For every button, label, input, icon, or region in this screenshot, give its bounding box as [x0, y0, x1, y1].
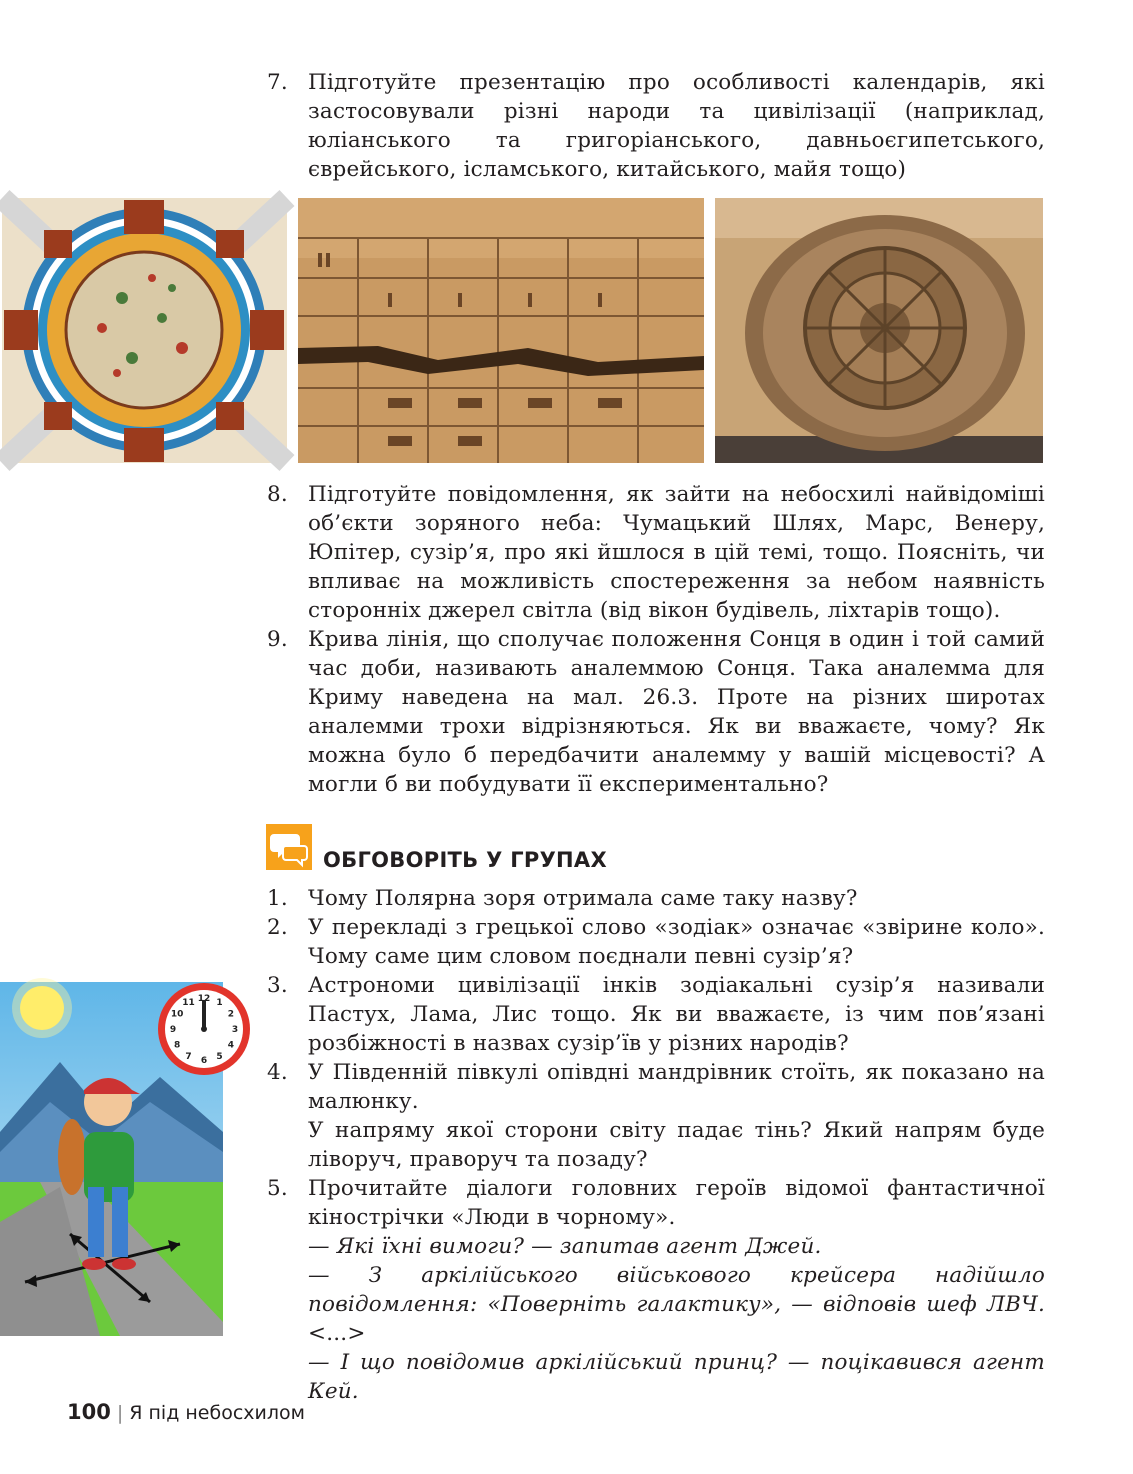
question-text: Астрономи цивілізації інків зодіакальні сузір’я називали Пастух, Лама, Лис тощо. Як ви вважаєте, із чим пов’язані розбіжності в назвах сузір’їв у різних народів? [308, 973, 1045, 1056]
dendera-zodiac-image [2, 198, 287, 463]
task-9 [267, 625, 1045, 799]
traveler-illustration [0, 982, 239, 1336]
clock-number: 1 [216, 998, 223, 1009]
task-8 [267, 480, 1045, 625]
clock-number: 2 [227, 1009, 234, 1020]
question-text: Чому Полярна зоря отримала саме таку назву? [308, 886, 858, 911]
dialogue-line-3: — І що повідомив аркілійський принц? — поцікавився агент Кей. [308, 1350, 1045, 1404]
dialogue-line-1: — Які їхні вимоги? — запитав агент Джей. [308, 1234, 822, 1259]
question-number: 5. [267, 1176, 288, 1201]
question-text-continued: У напряму якої сторони світу падає тінь? Який напрям буде ліворуч, праворуч та позаду? [308, 1118, 1045, 1172]
task-text: Підготуйте презентацію про особливості календарів, які застосовували різні народи та цивілізації (наприклад, юліанського та григоріанського, давньоєгипетського, єврейського, ісламського, китайського, майя тощо) [308, 70, 1045, 182]
group-question-1 [267, 884, 1045, 913]
clock-number: 5 [216, 1051, 223, 1062]
group-question-4 [267, 1058, 1045, 1174]
question-number: 1. [267, 886, 288, 911]
dialogue-line-2 [308, 1261, 1045, 1348]
task-7 [267, 68, 1045, 184]
task-text: Підготуйте повідомлення, як зайти на небосхилі найвідоміші об’єкти зоряного неба: Чумацький Шлях, Марс, Венеру, Юпітер, сузір’я, про які йшлося в цій темі, тощо. Поясніть, чи впливає на можливість спостереження за небом наявність сторонніх джерел світла (від вікон будівель, ліхтарів тощо). [308, 482, 1045, 623]
clock-number: 10 [170, 1009, 184, 1020]
footer-separator: | [116, 1402, 124, 1424]
clock-number: 8 [174, 1040, 181, 1051]
question-text: У перекладі з грецької слово «зодіак» означає «звірине коло». Чому саме цим словом поєднали певні сузір’я? [308, 915, 1045, 969]
clock-number: 9 [169, 1025, 177, 1035]
group-question-2 [267, 913, 1045, 971]
discussion-icon [266, 824, 312, 870]
question-number: 4. [267, 1060, 288, 1085]
task-number: 9. [267, 627, 288, 652]
clock-number: 7 [185, 1051, 192, 1062]
section-title: ОБГОВОРІТЬ У ГРУПАХ [323, 848, 607, 872]
clock-number: 12 [197, 994, 211, 1004]
dialogue-line-2-text: — З аркілійського військового крейсера надійшло повідомлення: «Поверніть галактику», — відповів шеф ЛВЧ. [308, 1263, 1045, 1317]
clock-number: 3 [231, 1025, 239, 1035]
clock [156, 982, 252, 1076]
group-question-5 [267, 1174, 1045, 1406]
task-text: Крива лінія, що сполучає положення Сонця в один і той самий час доби, називають аналеммою Сонця. Така аналемма для Криму наведена на мал. 26.3. Проте на різних широтах аналемми трохи відрізняються. Як ви вважаєте, чому? Як можна було б передбачити аналемму у вашій місцевості? А могли б ви побудувати її експериментально? [308, 627, 1045, 797]
group-question-3 [267, 971, 1045, 1058]
task-number: 7. [267, 70, 288, 95]
page-number: 100 [67, 1400, 111, 1424]
question-text: Прочитайте діалоги головних героїв відомої фантастичної кінострічки «Люди в чорному». [308, 1176, 1045, 1230]
egyptian-calendar-image [298, 198, 704, 463]
section-header [266, 822, 766, 874]
clock-number: 4 [227, 1040, 234, 1051]
task-number: 8. [267, 482, 288, 507]
question-text: У Південній півкулі опівдні мандрівник стоїть, як показано на малюнку. [308, 1060, 1045, 1114]
chapter-title: Я під небосхилом [129, 1402, 305, 1424]
clock-number: 11 [182, 998, 195, 1009]
clock-number: 6 [200, 1056, 208, 1066]
question-number: 3. [267, 973, 288, 998]
question-number: 2. [267, 915, 288, 940]
page-footer [67, 1400, 305, 1424]
dialogue-omission: <...> [308, 1321, 366, 1346]
aztec-sun-stone-image [715, 198, 1043, 463]
